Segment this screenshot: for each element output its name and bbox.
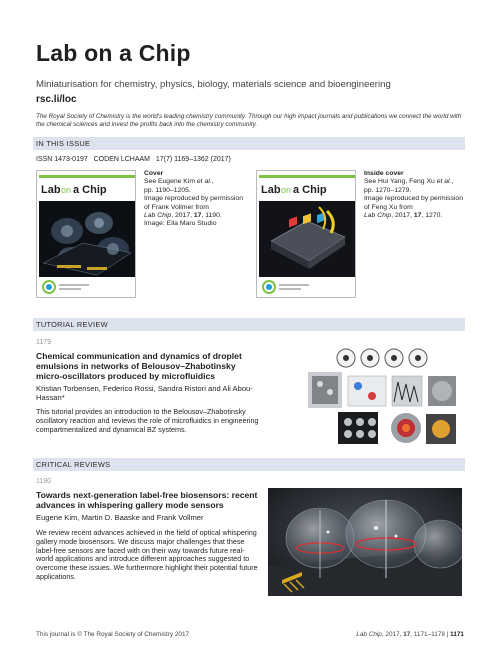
inside-cover-page: , 1270. — [421, 212, 443, 220]
tutorial-article-title[interactable]: Chemical communication and dynamics of droplet emulsions in networks of Belousov–Zhabotinsky micro-oscillators produced by microfluidics — [36, 351, 242, 382]
footer-citation — [356, 631, 464, 638]
coden: CODEN LCHAAM — [93, 156, 151, 163]
tutorial-graphic-art — [300, 342, 462, 446]
inside-cover-image[interactable] — [256, 170, 356, 298]
front-cover-year: 2017, — [175, 212, 193, 220]
journal-subtitle: Miniaturisation for chemistry, physics, biology, materials science and bioengineering — [36, 79, 391, 90]
tutorial-graphical-abstract[interactable] — [300, 342, 462, 446]
front-cover-repro: Image reproduced by permission of Frank Vollmer from — [144, 195, 243, 211]
critical-article-title[interactable]: Towards next-generation label-free biosensors: recent advances in whispering gallery mode sensors — [36, 490, 258, 511]
cover-logo-on: on — [61, 185, 72, 195]
inside-cover-vol: 17 — [413, 212, 422, 220]
tutorial-authors: Kristian Torbensen, Federico Rossi, Sandra Ristori and Ali Abou-Hassan* — [36, 384, 253, 403]
critical-graphical-abstract[interactable] — [268, 488, 462, 596]
critical-authors: Eugene Kim, Martin D. Baaske and Frank Vollmer — [36, 513, 204, 522]
critical-page-number[interactable]: 1190 — [36, 478, 52, 485]
footer-copyright: This journal is © The Royal Society of Chemistry 2017 — [36, 631, 190, 638]
front-cover-see: See Eugene Kim — [144, 178, 196, 186]
volume-line: 17(7) 1169–1362 (2017) — [155, 156, 231, 163]
section-bar-critical-reviews — [33, 458, 465, 471]
footer-year: , 2017, — [381, 631, 402, 638]
front-cover-art — [37, 171, 136, 298]
inside-logo-on: on — [281, 185, 292, 195]
critical-graphic-art — [268, 488, 462, 596]
front-cover-journal: Lab Chip — [144, 212, 172, 220]
front-cover-image[interactable] — [36, 170, 136, 298]
rsc-note: The Royal Society of Chemistry is the world's leading chemistry community. Through our high impact journals and publications we connect the world with the chemical sciences and invest the profits back into the chemistry community. — [36, 113, 462, 128]
inside-logo-left: Lab — [261, 184, 281, 196]
front-cover-pages[interactable]: pp. 1190–1205. — [144, 186, 191, 194]
front-cover-page: , 1190. — [201, 212, 222, 220]
tutorial-abstract: This tutorial provides an introduction to the Belousov–Zhabotinsky oscillatory reaction and reviews the role of microfluidics in engineering compartmentalized and dynamical BZ systems. — [36, 407, 259, 434]
footer-vol: 17 — [403, 631, 411, 638]
inside-logo-right: a Chip — [293, 184, 327, 196]
footer-page-number: 1171 — [450, 631, 464, 638]
inside-cover-see: See Hui Yang, Feng Xu — [364, 178, 435, 186]
front-cover-caption: Cover See Eugene Kim et al., pp. 1190–1205. Image reproduced by permission of Frank Vollmer from Lab Chip, 2017, 17, 1190. Image: Ella Maru Studio — [144, 170, 249, 229]
journal-url[interactable]: rsc.li/loc — [36, 94, 77, 105]
section-label: TUTORIAL REVIEW — [36, 320, 108, 329]
front-cover-vol: 17 — [193, 212, 202, 220]
issue-info — [36, 156, 231, 163]
inside-cover-art — [257, 171, 356, 298]
inside-cover-repro: Image reproduced by permission of Feng Xu from — [364, 195, 463, 211]
footer-journal: Lab Chip — [356, 631, 382, 638]
section-label: CRITICAL REVIEWS — [36, 460, 111, 469]
section-bar-tutorial-review — [33, 318, 465, 331]
front-cover-heading: Cover — [144, 170, 164, 177]
footer-pages: , 1171–1178 — [410, 631, 445, 638]
cover-logo-right: a Chip — [73, 184, 107, 196]
section-label: IN THIS ISSUE — [36, 139, 91, 148]
front-cover-credit: Image: Ella Maru Studio — [144, 220, 217, 228]
issn: ISSN 1473-0197 — [36, 156, 88, 163]
journal-title: Lab on a Chip — [36, 40, 191, 66]
inside-cover-etal: et al. — [436, 178, 452, 186]
section-bar-in-this-issue — [33, 137, 465, 150]
inside-cover-heading: Inside cover — [364, 170, 404, 177]
tutorial-page-number[interactable]: 1179 — [36, 339, 52, 346]
critical-abstract: We review recent advances achieved in the field of optical whispering gallery mode biosensors. We discuss major challenges that these label-free sensors are faced with on their way towards future real-world applications and introduce different approaches suggested to overcome these issues. We furthermore highlight their potential future applications. — [36, 528, 258, 581]
inside-cover-caption: Inside cover See Hui Yang, Feng Xu et al., pp. 1270–1279. Image reproduced by permission of Feng Xu from Lab Chip, 2017, 17, 1270. — [364, 170, 469, 220]
inside-cover-pages[interactable]: pp. 1270–1279. — [364, 186, 412, 194]
footer-separator: | — [446, 631, 449, 638]
front-cover-etal: et al. — [196, 178, 212, 186]
cover-logo-left: Lab — [41, 184, 61, 196]
inside-cover-journal: Lab Chip — [364, 212, 392, 220]
inside-cover-year: 2017, — [395, 212, 413, 220]
